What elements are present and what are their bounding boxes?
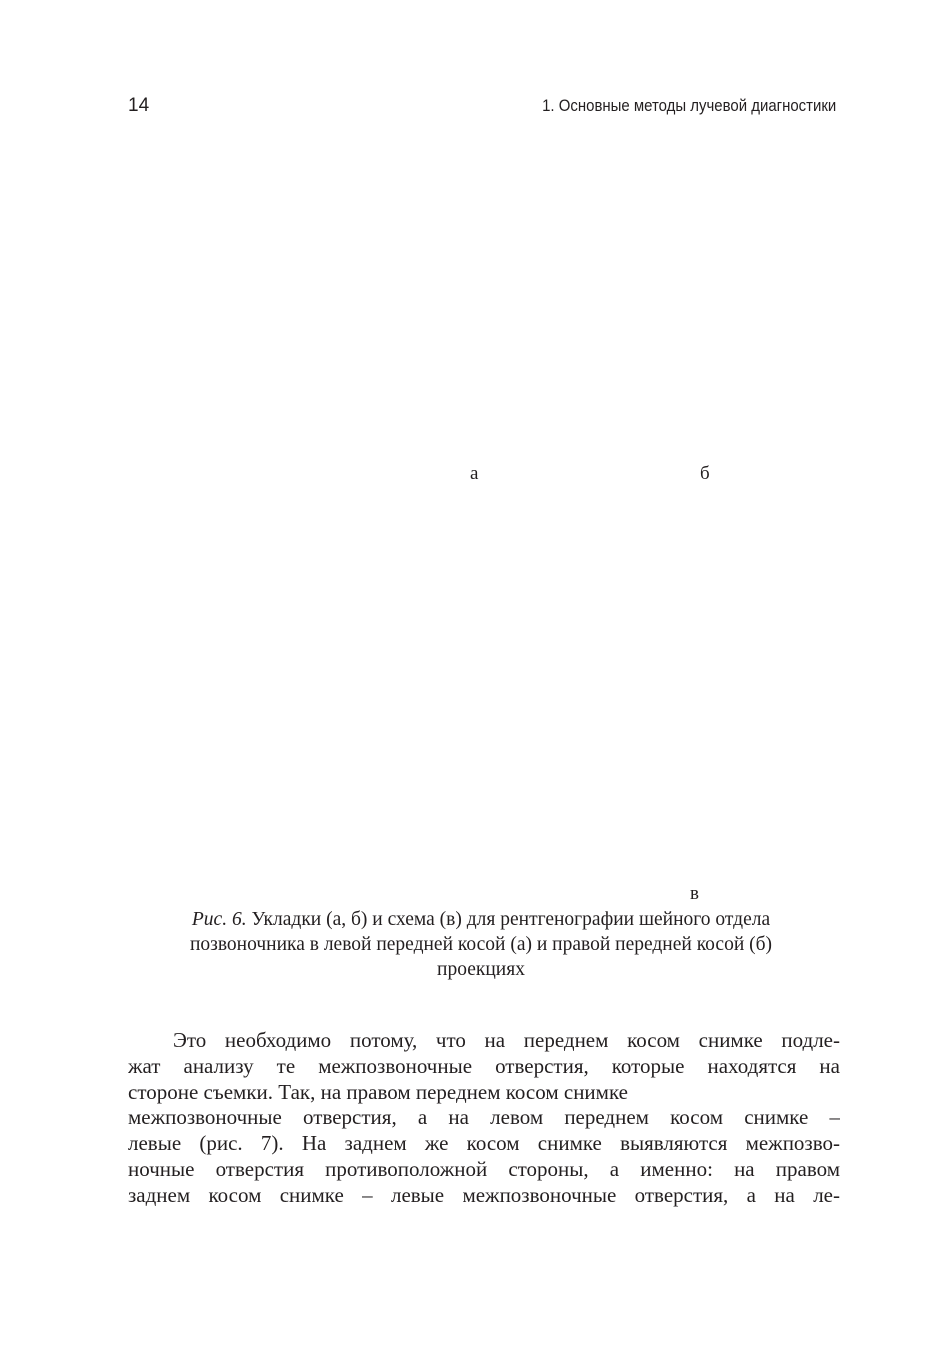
body-line: заднем косом снимке – левые межпозвоночные отверстия, а на ле- xyxy=(128,1182,840,1207)
caption-line: проекциях xyxy=(437,959,525,980)
body-line: жат анализу те межпозвоночные отверстия, которые находятся на xyxy=(128,1053,840,1078)
caption-line xyxy=(128,907,834,932)
body-paragraph xyxy=(128,1028,840,1209)
figure-caption xyxy=(128,907,834,982)
page-number: 14 xyxy=(128,95,150,116)
body-line: Это необходимо потому, что на переднем косом снимке подле- xyxy=(173,1028,840,1052)
running-title: 1. Основные методы лучевой диагностики xyxy=(541,96,836,115)
figure-label-v: в xyxy=(690,883,699,904)
body-line: левые (рис. 7). На заднем же косом снимке выявляются межпозво- xyxy=(128,1131,840,1156)
body-line: ночные отверстия противоположной стороны, а именно: на правом xyxy=(128,1156,840,1181)
figure-label-b: б xyxy=(700,463,710,484)
figure-reference: Рис. 6. xyxy=(191,909,247,930)
figure-label-a: а xyxy=(470,463,479,484)
body-line: межпозвоночные отверстия, а на левом переднем косом снимке – xyxy=(128,1105,840,1130)
body-line: стороне съемки. Так, на правом переднем косом снимке xyxy=(128,1079,628,1104)
caption-line-text: Укладки (а, б) и схема (в) для рентгенографии шейного отдела xyxy=(251,909,771,930)
caption-line: позвоночника в левой передней косой (а) и правой передней косой (б) xyxy=(189,934,773,955)
